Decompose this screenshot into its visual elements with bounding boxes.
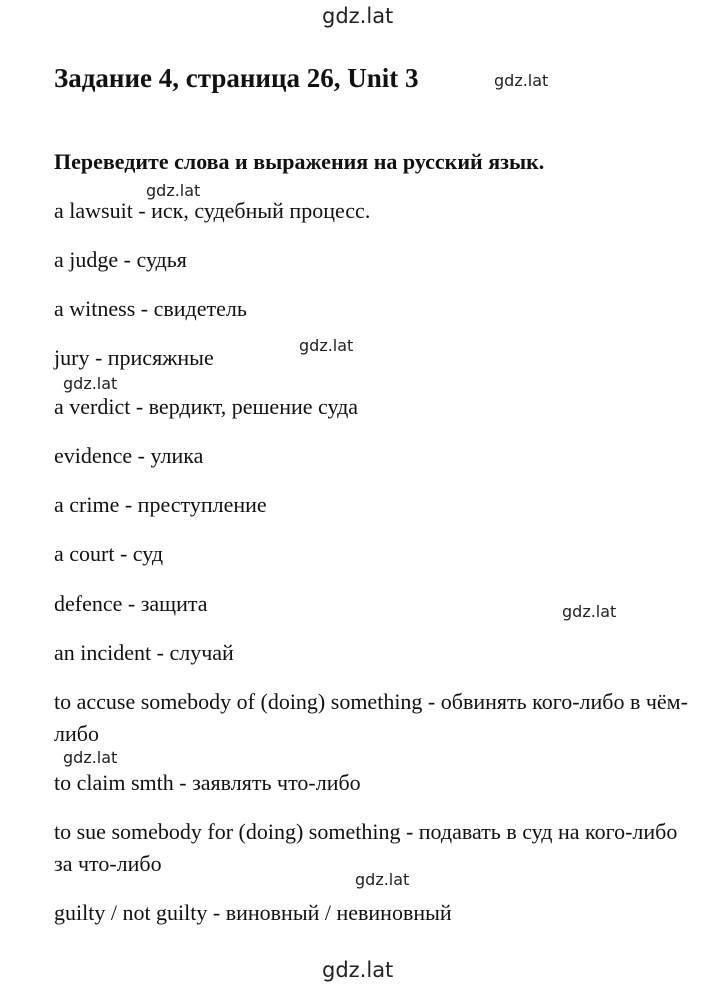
watermark-text: gdz.lat: [63, 374, 118, 393]
vocab-entry-incident: an incident - случай: [54, 640, 234, 665]
watermark-text: gdz.lat: [146, 181, 201, 200]
watermark-text: gdz.lat: [299, 336, 354, 355]
vocab-entry-evidence: evidence - улика: [54, 443, 204, 468]
watermark-text: gdz.lat: [322, 4, 394, 28]
vocab-entry-crime: a crime - преступление: [54, 492, 267, 517]
vocab-entry-verdict: a verdict - вердикт, решение суда: [54, 394, 359, 419]
vocab-entry-witness: a witness - свидетель: [54, 296, 247, 321]
vocab-entry-court: a court - суд: [54, 541, 164, 566]
vocab-entry-lawsuit: a lawsuit - иск, судебный процесс.: [54, 198, 371, 223]
watermark-text: gdz.lat: [562, 602, 617, 621]
watermark-text: gdz.lat: [355, 870, 410, 889]
vocab-entry-defence: defence - защита: [54, 591, 208, 616]
vocab-entry-judge: a judge - судья: [54, 247, 187, 272]
watermark-text: gdz.lat: [63, 748, 118, 767]
page-title: Задание 4, страница 26, Unit 3: [54, 63, 419, 93]
vocab-entry-accuse: to accuse somebody of (doing) something - обвинять кого-либо в чём-либо: [54, 689, 688, 746]
vocab-entry-claim: to claim smth - заявлять что-либо: [54, 770, 361, 795]
vocab-entry-jury: jury - присяжные: [54, 345, 214, 370]
vocab-entry-guilty: guilty / not guilty - виновный / невиновный: [54, 900, 452, 925]
vocab-entry-sue: to sue somebody for (doing) something - подавать в суд на кого-либо за что-либо: [54, 819, 678, 876]
watermark-text: gdz.lat: [322, 958, 394, 982]
task-instruction: Переведите слова и выражения на русский язык.: [54, 149, 545, 174]
watermark-text: gdz.lat: [494, 71, 549, 90]
